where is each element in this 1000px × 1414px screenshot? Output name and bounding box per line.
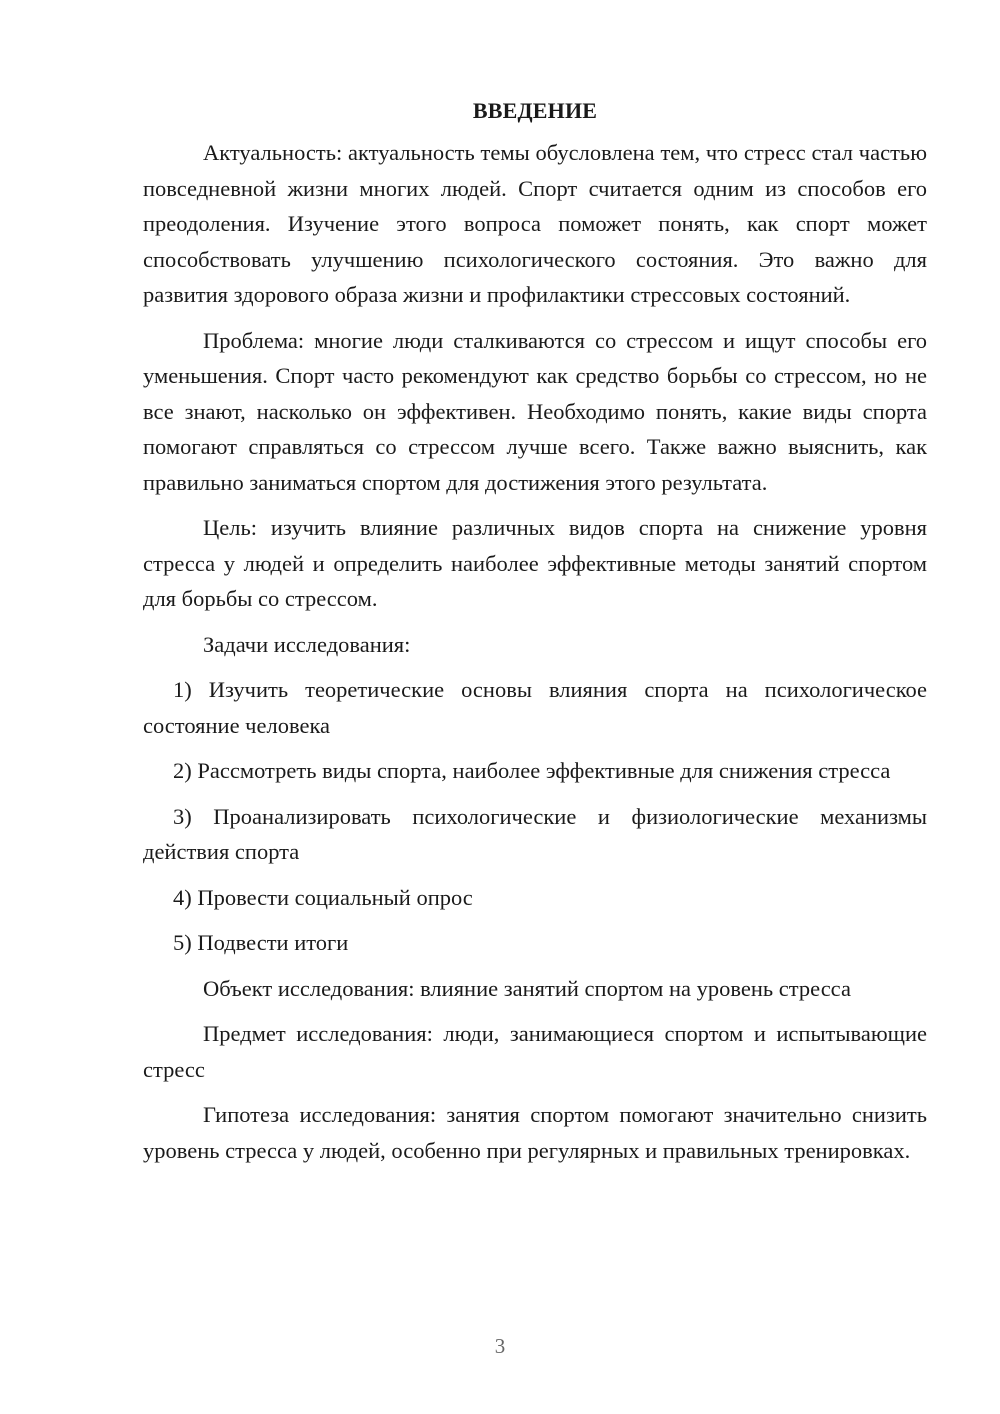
page-number: 3 — [494, 1334, 506, 1358]
research-subject: Предмет исследования: люди, занимающиеся спортом и испытывающие стресс — [143, 1021, 927, 1082]
relevance-paragraph: Актуальность: актуальность темы обусловлена тем, что стресс стал частью повседневной жизни многих людей. Спорт считается одним из способов его преодоления. Изучение этого вопроса поможет понять, как спорт может способствовать улучшению психологического состояния. Это важно для развития здорового образа жизни и профилактики стрессовых состояний. — [143, 140, 927, 307]
page-content — [143, 93, 927, 1178]
task-item-1: 1) Изучить теоретические основы влияния спорта на психологическое состояние человека — [143, 677, 927, 738]
task-item-2: 2) Рассмотреть виды спорта, наиболее эффективные для снижения стресса — [173, 758, 891, 783]
task-item-3: 3) Проанализировать психологические и физиологические механизмы действия спорта — [143, 803, 927, 864]
research-object: Объект исследования: влияние занятий спортом на уровень стресса — [203, 975, 851, 1001]
research-hypothesis: Гипотеза исследования: занятия спортом помогают значительно снизить уровень стресса у людей, особенно при регулярных и правильных тренировках. — [143, 1102, 927, 1163]
section-title: ВВЕДЕНИЕ — [472, 98, 598, 123]
tasks-heading: Задачи исследования: — [203, 631, 411, 657]
problem-paragraph: Проблема: многие люди сталкиваются со стрессом и ищут способы его уменьшения. Спорт часто рекомендуют как средство борьбы со стрессом, но не все знают, насколько он эффективен. Необходимо понять, какие виды спорта помогают справляться со стрессом лучше всего. Также важно выяснить, как правильно заниматься спортом для достижения этого результата. — [143, 327, 927, 495]
goal-paragraph: Цель: изучить влияние различных видов спорта на снижение уровня стресса у людей и определить наиболее эффективные методы занятий спортом для борьбы со стрессом. — [143, 515, 927, 611]
task-item-5: 5) Подвести итоги — [173, 930, 349, 955]
task-item-4: 4) Провести социальный опрос — [173, 884, 473, 910]
